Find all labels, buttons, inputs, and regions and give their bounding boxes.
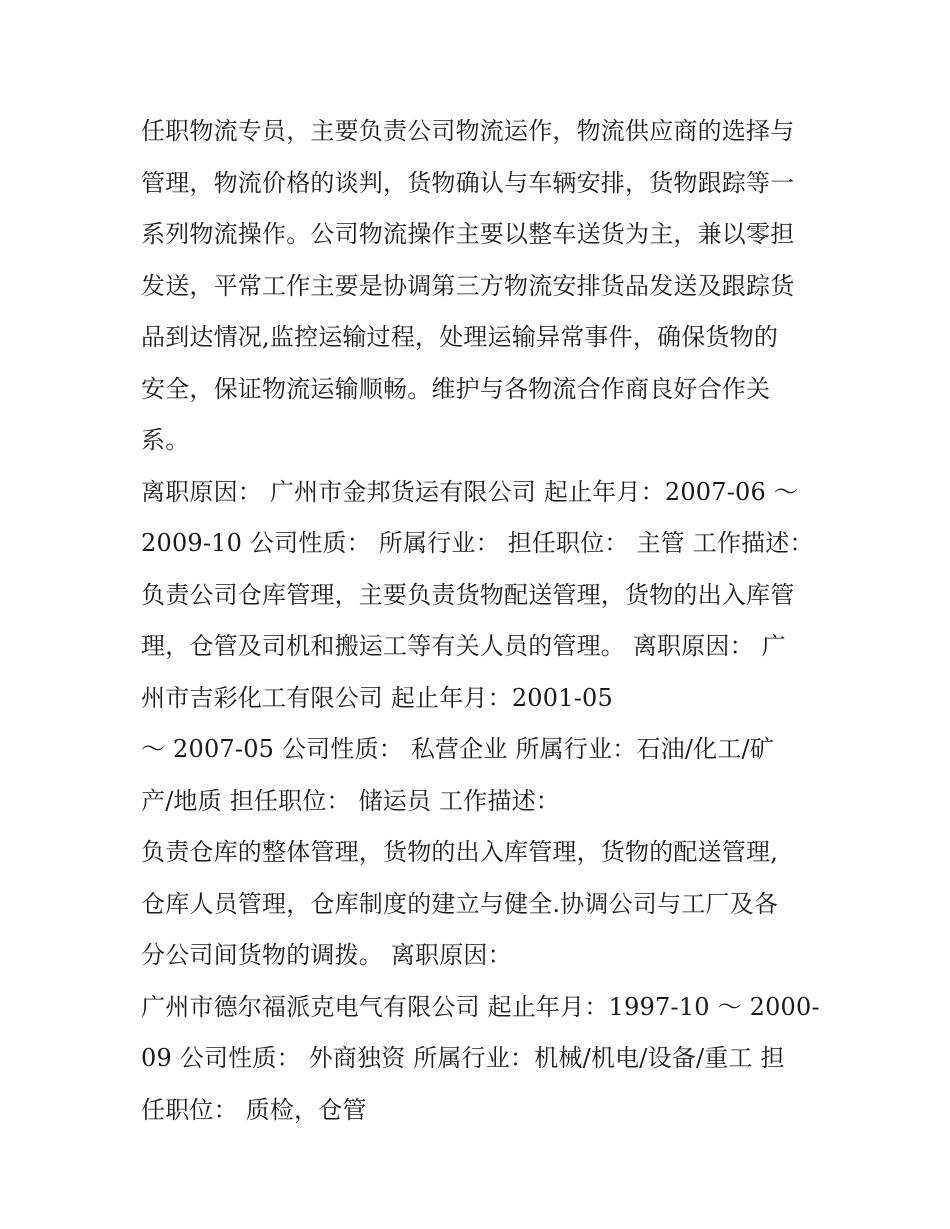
text-line: 品到达情况,监控运输过程，处理运输异常事件，确保货物的 (141, 323, 779, 351)
text-line: 仓库人员管理，仓库制度的建立与健全.协调公司与工厂及各 (141, 889, 779, 918)
text-line: 任职位： 质检，仓管 (141, 1095, 367, 1124)
text-line: 安全，保证物流运输顺畅。维护与各物流合作商良好合作关 (141, 374, 771, 403)
text-line: 09 公司性质： 外商独资 所属行业：机械/机电/设备/重工 担 (141, 1044, 785, 1072)
text-line: 广州市德尔福派克电气有限公司 起止年月：1997-10 ～ 2000- (141, 992, 820, 1021)
text-line: 2009-10 公司性质： 所属行业： 担任职位： 主管 工作描述： (141, 529, 814, 557)
text-line: 管理，物流价格的谈判，货物确认与车辆安排，货物跟踪等一 (141, 168, 795, 197)
resume-text-block (141, 106, 821, 1136)
text-line: 系。 (141, 426, 190, 454)
text-line: 任职物流专员，主要负责公司物流运作，物流供应商的选择与 (141, 117, 795, 145)
text-line: 负责公司仓库管理，主要负责货物配送管理，货物的出入库管 (141, 580, 795, 609)
text-line: 离职原因： 广州市金邦货运有限公司 起止年月：2007-06 ～ (141, 477, 799, 506)
text-line: 负责仓库的整体管理，货物的出入库管理，货物的配送管理, (141, 838, 779, 866)
text-line: 系列物流操作。公司物流操作主要以整车送货为主，兼以零担 (141, 220, 795, 248)
text-line: ～ 2007-05 公司性质： 私营企业 所属行业：石油/化工/矿 (141, 735, 775, 763)
text-line: 理，仓管及司机和搬运工等有关人员的管理。 离职原因： 广 (141, 632, 786, 660)
text-line: 州市吉彩化工有限公司 起止年月：2001-05 (141, 683, 613, 712)
text-line: 分公司间货物的调拨。 离职原因： (141, 941, 512, 969)
text-line: 产/地质 担任职位： 储运员 工作描述： (141, 786, 560, 815)
text-line: 发送，平常工作主要是协调第三方物流安排货品发送及跟踪货 (141, 271, 795, 300)
